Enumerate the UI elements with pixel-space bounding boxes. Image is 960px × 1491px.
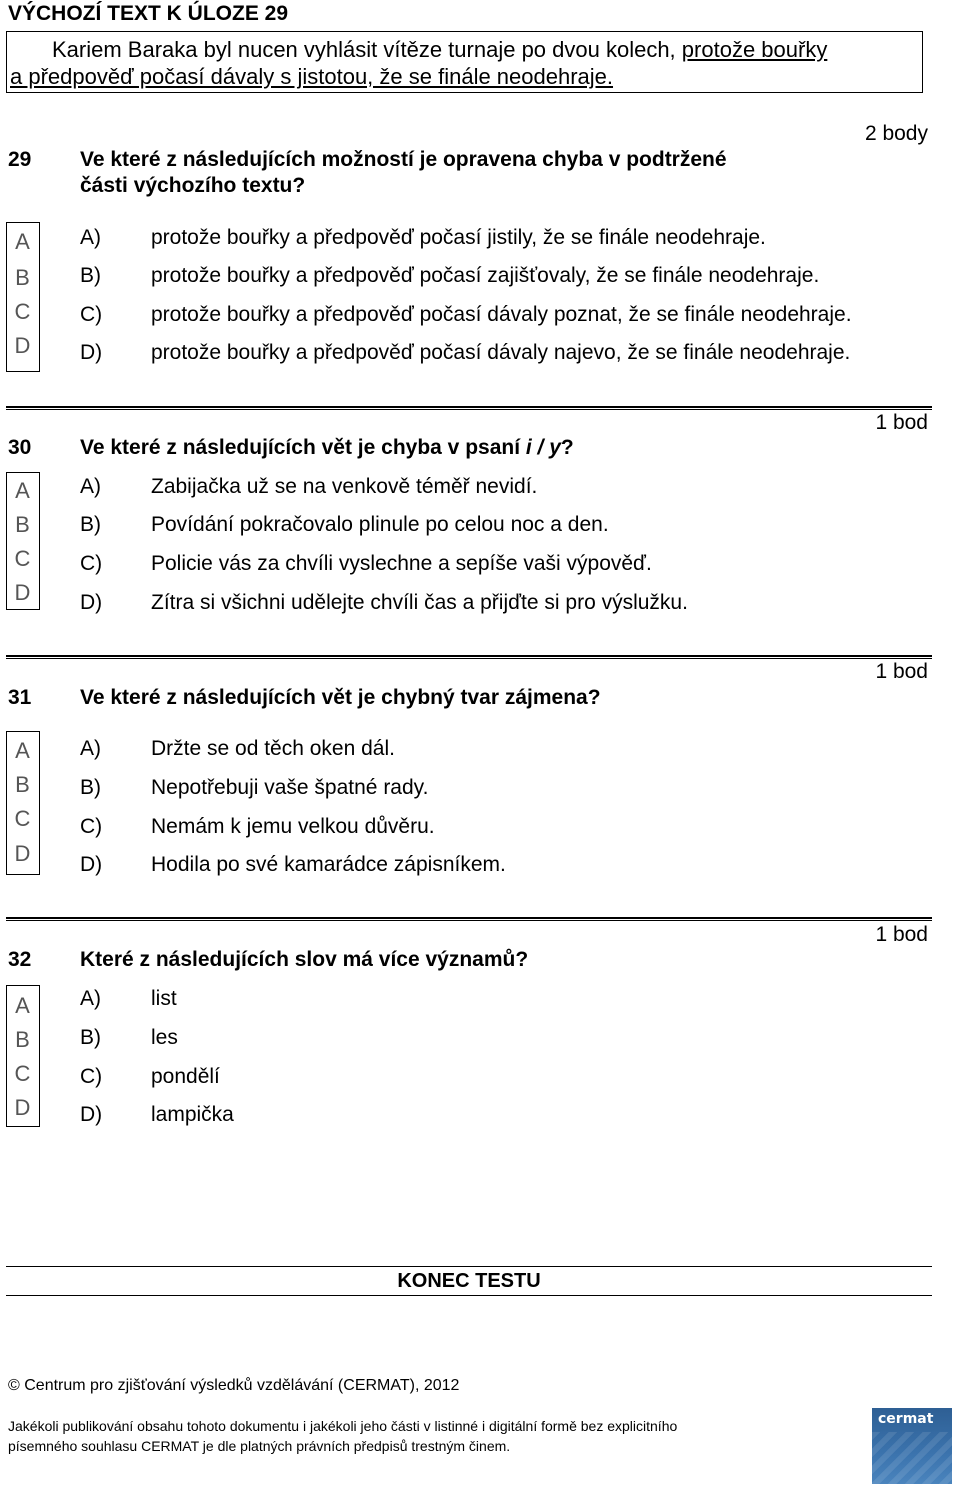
question-text-main: Ve které z následujících vět je chyba v psaní	[80, 436, 526, 459]
option-text: lampička	[151, 1103, 234, 1126]
option-text: Zabijačka už se na venkově téměř nevidí.	[151, 475, 538, 498]
answer-box-letter-c: C	[14, 1061, 31, 1086]
answer-box-letter-b: B	[15, 512, 30, 537]
question-text-italic: i / y	[525, 436, 561, 459]
option-label: A)	[80, 475, 101, 498]
answer-box-letter-c: C	[14, 546, 31, 571]
source-heading: VÝCHOZÍ TEXT K ÚLOZE 29	[8, 2, 289, 25]
answer-box-letter-b: B	[15, 265, 30, 290]
answer-box[interactable]	[6, 472, 40, 610]
logo-text: cermat	[878, 1411, 934, 1427]
answer-box-letter-a: A	[15, 738, 30, 763]
option-label: B)	[80, 776, 101, 799]
option-label: B)	[80, 513, 101, 536]
option-text: Hodila po své kamarádce zápisníkem.	[151, 853, 506, 876]
answer-box[interactable]	[6, 731, 40, 875]
question-number: 32	[8, 948, 32, 971]
option-label: D)	[80, 853, 103, 876]
source-text-line-2: a předpověď počasí dávaly s jistotou, že se finále neodehraje.	[10, 64, 614, 89]
option-text: les	[151, 1026, 178, 1049]
option-text: Nemám k jemu velkou důvěru.	[151, 815, 435, 838]
option-label: A)	[80, 987, 101, 1010]
end-divider-top	[6, 1266, 932, 1267]
option-text: Zítra si všichni udělejte chvíli čas a přijďte si pro výslužku.	[151, 591, 688, 614]
option-text: protože bouřky a předpověď počasí dávaly poznat, že se finále neodehraje.	[151, 303, 852, 326]
question-text: Ve které z následujících možností je opravena chyba v podtržené	[80, 148, 727, 171]
section-divider	[6, 655, 932, 657]
option-label: C)	[80, 1065, 103, 1088]
section-divider	[6, 406, 932, 408]
source-text-line-1	[52, 37, 827, 63]
option-text: protože bouřky a předpověď počasí zajišťovaly, že se finále neodehraje.	[151, 264, 820, 287]
option-text: Povídání pokračovalo plinule po celou noc a den.	[151, 513, 609, 536]
cermat-logo	[872, 1408, 952, 1484]
option-text: Nepotřebuji vaše špatné rady.	[151, 776, 429, 799]
answer-box-letter-a: A	[15, 993, 30, 1018]
question-points: 1 bod	[875, 660, 928, 683]
logo-stripes	[872, 1432, 952, 1484]
option-label: A)	[80, 226, 101, 249]
question-number: 30	[8, 436, 32, 459]
option-text: Držte se od těch oken dál.	[151, 737, 395, 760]
option-label: D)	[80, 1103, 103, 1126]
option-label: D)	[80, 591, 103, 614]
option-text: pondělí	[151, 1065, 220, 1088]
option-label: B)	[80, 264, 101, 287]
question-number: 31	[8, 686, 32, 709]
answer-box[interactable]	[6, 985, 40, 1127]
end-of-test-label: KONEC TESTU	[397, 1270, 541, 1292]
section-divider	[6, 917, 932, 919]
question-points: 1 bod	[875, 411, 928, 434]
question-points: 1 bod	[875, 923, 928, 946]
copyright-notice: © Centrum pro zjišťování výsledků vzdělávání (CERMAT), 2012	[8, 1377, 460, 1394]
option-label: D)	[80, 341, 103, 364]
answer-box-letter-c: C	[14, 806, 31, 831]
answer-box-letter-c: C	[14, 299, 31, 324]
answer-box-letter-b: B	[15, 772, 30, 797]
legal-notice-line-1: Jakékoli publikování obsahu tohoto dokumentu i jakékoli jeho části v listinné i digitální formě bez explicitního	[8, 1418, 678, 1434]
end-divider-bottom	[6, 1295, 932, 1296]
option-label: C)	[80, 303, 103, 326]
option-label: C)	[80, 552, 103, 575]
answer-box-letter-d: D	[14, 841, 31, 866]
question-text: části výchozího textu?	[80, 174, 306, 197]
question-points: 2 body	[864, 122, 928, 145]
answer-box-letter-b: B	[15, 1027, 30, 1052]
question-number: 29	[8, 148, 32, 171]
answer-box-letter-d: D	[14, 333, 31, 358]
option-text: list	[151, 987, 177, 1010]
question-text	[80, 436, 574, 460]
answer-box-letter-a: A	[15, 478, 30, 503]
answer-box-letter-a: A	[15, 229, 30, 254]
option-label: A)	[80, 737, 101, 760]
answer-box-letter-d: D	[14, 1095, 31, 1120]
question-text-end: ?	[560, 436, 574, 459]
option-label: B)	[80, 1026, 101, 1049]
option-text: protože bouřky a předpověď počasí jistily, že se finále neodehraje.	[151, 226, 766, 249]
option-text: protože bouřky a předpověď počasí dávaly najevo, že se finále neodehraje.	[151, 341, 851, 364]
source-underlined-text: protože bouřky	[681, 37, 828, 62]
source-plain-text: Kariem Baraka byl nucen vyhlásit vítěze turnaje po dvou kolech,	[52, 37, 682, 62]
question-text: Ve které z následujících vět je chybný tvar zájmena?	[80, 686, 601, 709]
option-text: Policie vás za chvíli vyslechne a sepíše vaši výpověď.	[151, 552, 652, 575]
answer-box[interactable]	[6, 222, 40, 372]
question-text: Které z následujících slov má více významů?	[80, 948, 529, 971]
legal-notice-line-2: písemného souhlasu CERMAT je dle platných právních předpisů trestným činem.	[8, 1438, 511, 1454]
answer-box-letter-d: D	[14, 580, 31, 605]
option-label: C)	[80, 815, 103, 838]
